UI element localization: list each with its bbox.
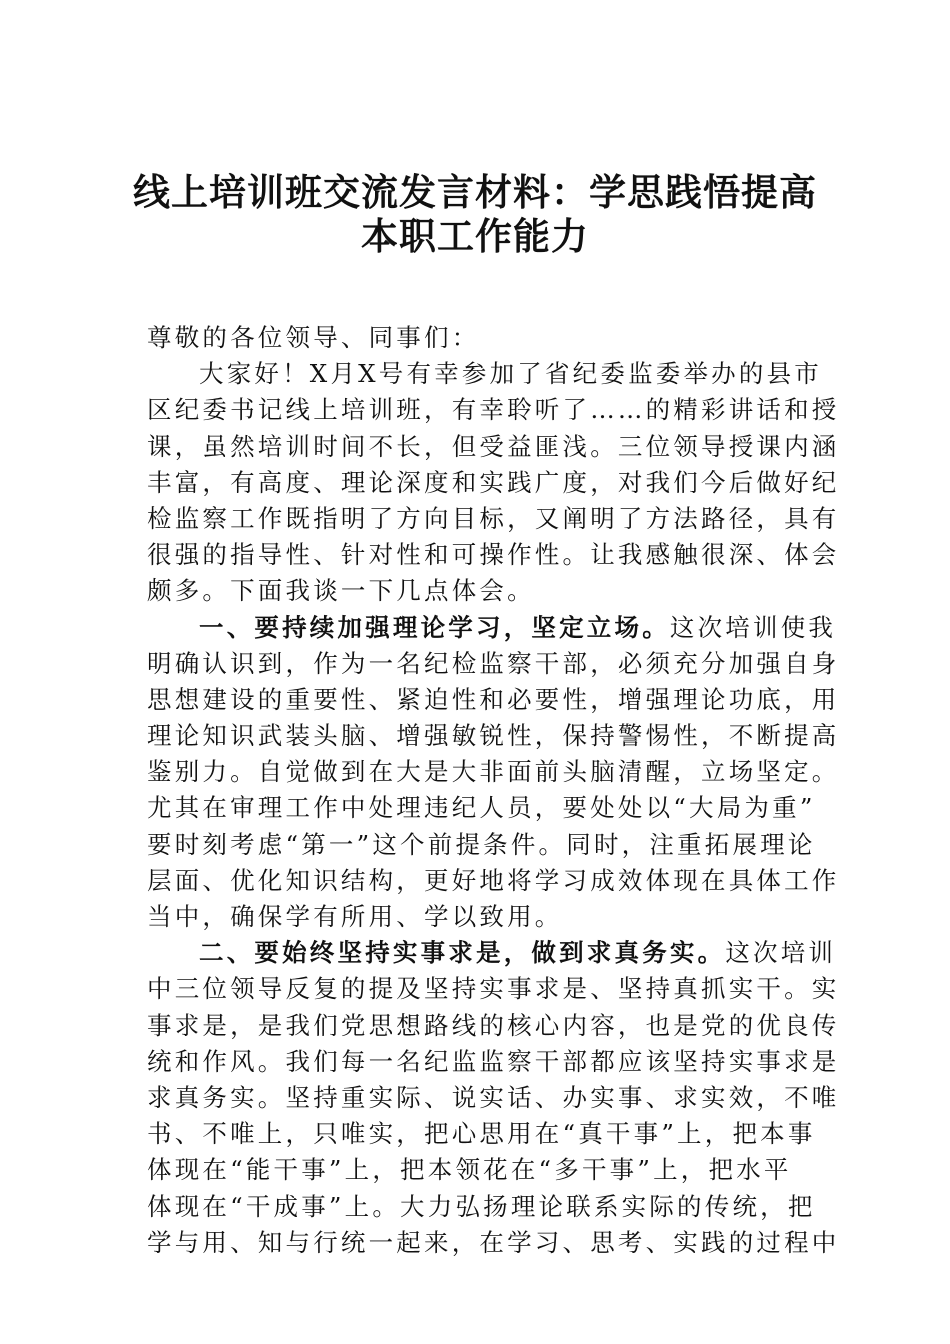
section-2-first-rest: 这次培训 [725, 938, 837, 968]
intro-line: 丰富，有高度、理论深度和实践广度，对我们今后做好纪 [147, 467, 840, 497]
section-1-line: 要时刻考虑“第一”这个前提条件。同时，注重拓展理论 [147, 829, 816, 859]
section-2-line: 统和作风。我们每一名纪监监察干部都应该坚持实事求是 [147, 1046, 840, 1076]
section-2-line: 事求是，是我们党思想路线的核心内容，也是党的优良传 [147, 1010, 840, 1040]
section-2-line: 书、不唯上，只唯实，把心思用在“真干事”上，把本事 [147, 1119, 816, 1149]
document-body [147, 320, 840, 1261]
section-2-first-line [147, 935, 837, 971]
section-1-line: 思想建设的重要性、紧迫性和必要性，增强理论功底，用 [147, 684, 840, 714]
section-1-line: 当中，确保学有所用、学以致用。 [147, 902, 563, 931]
section-1-line: 理论知识武装头脑、增强敏锐性，保持警惕性，不断提高 [147, 721, 840, 751]
intro-line: 大家好！X月X号有幸参加了省纪委监委举办的县市 [199, 359, 822, 389]
salutation: 尊敬的各位领导、同事们： [147, 323, 480, 352]
intro-line: 课，虽然培训时间不长，但受益匪浅。三位领导授课内涵 [147, 431, 840, 461]
section-1-first-line [147, 610, 837, 646]
section-2-line: 学与用、知与行统一起来，在学习、思考、实践的过程中 [147, 1227, 840, 1257]
section-1-first-rest: 这次培训使我 [669, 612, 837, 642]
section-2-line: 体现在“干成事”上。大力弘扬理论联系实际的传统，把 [147, 1191, 816, 1221]
section-2-line: 求真务实。坚持重实际、说实话、办实事、求实效，不唯 [147, 1082, 840, 1112]
intro-line: 检监察工作既指明了方向目标，又阐明了方法路径，具有 [147, 503, 840, 533]
section-1-heading: 一、要持续加强理论学习，坚定立场。 [199, 612, 670, 642]
intro-line: 很强的指导性、针对性和可操作性。让我感触很深、体会 [147, 540, 840, 570]
section-2-line: 体现在“能干事”上，把本领花在“多干事”上，把水平 [147, 1155, 792, 1185]
document-title-line-2: 本职工作能力 [361, 215, 589, 258]
section-2-line: 中三位领导反复的提及坚持实事求是、坚持真抓实干。实 [147, 974, 840, 1004]
section-1-line: 层面、优化知识结构，更好地将学习成效体现在具体工作 [147, 865, 840, 895]
section-2-heading: 二、要始终坚持实事求是，做到求真务实。 [199, 938, 726, 968]
section-1-line: 鉴别力。自觉做到在大是大非面前头脑清醒，立场坚定。 [147, 757, 840, 787]
section-1-line: 尤其在审理工作中处理违纪人员，要处处以“大局为重” [147, 793, 816, 823]
intro-line: 区纪委书记线上培训班，有幸聆听了……的精彩讲话和授 [147, 395, 840, 425]
intro-line: 颇多。下面我谈一下几点体会。 [147, 576, 535, 606]
section-1-line: 明确认识到，作为一名纪检监察干部，必须充分加强自身 [147, 648, 840, 678]
document-title-line-1: 线上培训班交流发言材料：学思践悟提高 [133, 171, 817, 214]
